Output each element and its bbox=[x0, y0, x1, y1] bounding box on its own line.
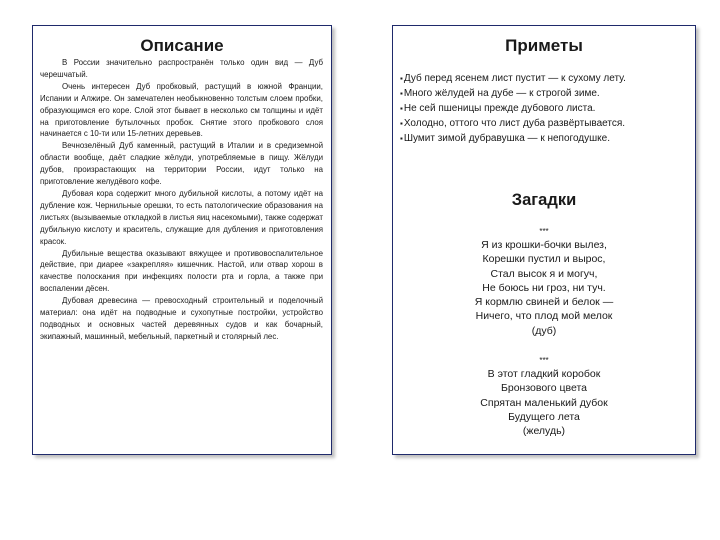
riddle-line: В этот гладкий коробок bbox=[487, 368, 601, 380]
description-paragraph: В России значительно распространён только один вид — Дуб черешчатый. bbox=[40, 58, 323, 79]
description-paragraph: Дубовая древесина — превосходный строительный и поделочный материал: она идёт на подводные и сухопутные постройки, устройство подводных и основных частей деревянных судов и как бочарный, экипажный, машинный, мебельный, паркетный и столярный лес. bbox=[40, 296, 323, 341]
description-title: Описание bbox=[140, 36, 224, 55]
sign-item: ▪ Много жёлудей на дубе — к строгой зиме. bbox=[400, 86, 689, 101]
signs-riddles-panel bbox=[392, 25, 696, 455]
riddle-line: Не боюсь ни гроз, ни туч. bbox=[482, 281, 606, 294]
riddle-line: Спрятан маленький дубок bbox=[480, 396, 608, 409]
description-paragraph: Очень интересен Дуб пробковый, растущий в южной Франции, Испании и Алжире. Он замечателен необыкновенно толстым слоем пробки, образующимся его коре. Слой этот бывает в несколько см толщины и идёт на приготовление бутылочных пробок. Снятие этого пробкового слоя начинается с 10-ти или 15-летних деревьев. bbox=[40, 81, 323, 139]
sign-item: ▪ Холодно, оттого что лист дуба развёртывается. bbox=[400, 116, 689, 131]
riddle-line: Ничего, что плод мой мелок bbox=[475, 310, 613, 323]
description-text bbox=[40, 57, 323, 343]
riddle-line: Стал высок я и могуч, bbox=[490, 267, 598, 280]
sign-item: ▪ Дуб перед ясенем лист пустит — к сухому лету. bbox=[400, 71, 689, 86]
signs-title: Приметы bbox=[505, 36, 583, 55]
riddle bbox=[393, 355, 695, 438]
riddle-line: Бронзового цвета bbox=[500, 382, 588, 395]
riddle-answer: (желудь) bbox=[522, 425, 566, 438]
riddle-line: Я из крошки-бочки вылез, bbox=[481, 239, 607, 251]
riddle-line: Я кормлю свиней и белок — bbox=[474, 296, 614, 309]
description-paragraph: Вечнозелёный Дуб каменный, растущий в Италии и в средиземной области вообще, даёт сладкие жёлуди, употребляемые в пищу. Жёлуди дубов, произрастающих на территории России, идут только на приготовление желудёвого кофе. bbox=[40, 141, 323, 187]
riddle-line: Корешки пустил и вырос, bbox=[482, 253, 606, 266]
riddle-separator: *** bbox=[539, 356, 549, 365]
riddles-title: Загадки bbox=[511, 191, 577, 209]
description-paragraph: Дубовая кора содержит много дубильной кислоты, а потому идёт на дубление кож. Чернильные орешки, то есть патологические образования на листьях (вызываемые откладкой в листья яиц насекомыми), также содержат дубильную кислоту и краситель, служащие для дубления и приготовления красок. bbox=[40, 188, 323, 246]
riddle bbox=[393, 226, 695, 338]
sign-item: ▪ Шумит зимой дубравушка — к непогодушке. bbox=[400, 131, 689, 146]
signs-list bbox=[400, 71, 689, 146]
description-panel bbox=[32, 25, 332, 455]
riddle-separator: *** bbox=[539, 227, 549, 236]
sign-item: ▪ Не сей пшеницы прежде дубового листа. bbox=[400, 101, 689, 116]
riddle-answer: (дуб) bbox=[531, 324, 557, 337]
description-paragraph: Дубильные вещества оказывают вяжущее и противовоспалительное действие, при диарее «закрепляя» кишечник. Настой, или отвар хорош в качестве полоскания при инфекциях полости рта и горла, а также при воспалении дёсен. bbox=[40, 248, 323, 294]
riddle-line: Будущего лета bbox=[508, 410, 580, 423]
